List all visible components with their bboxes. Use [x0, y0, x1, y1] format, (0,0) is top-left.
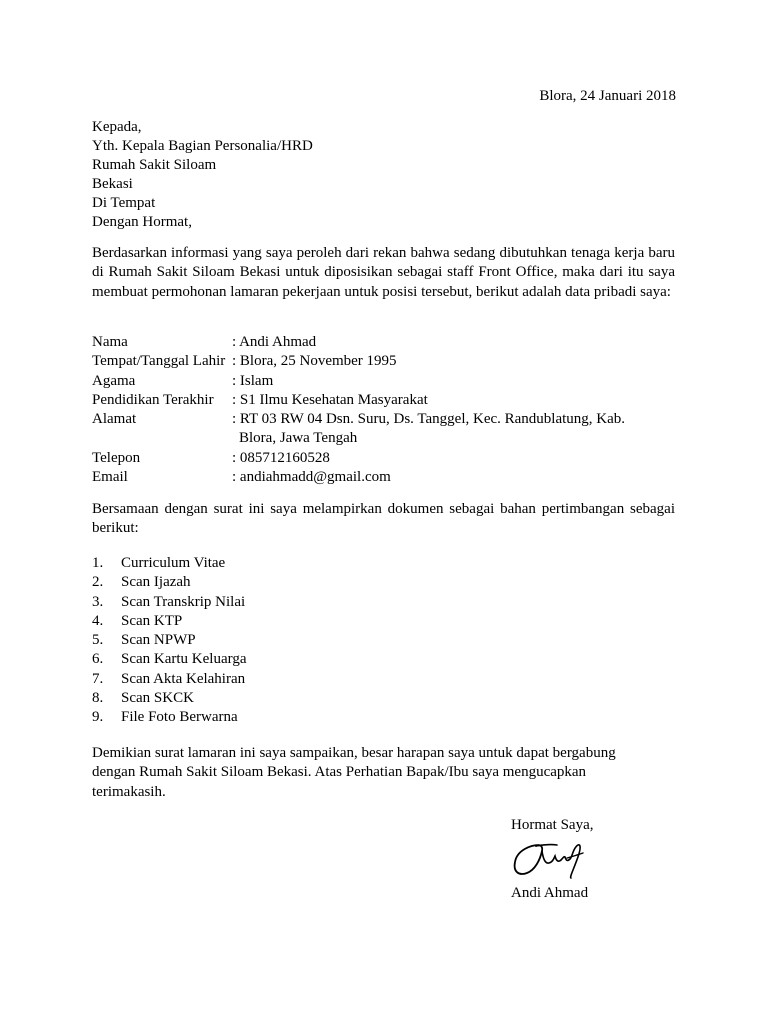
list-text: Scan SKCK [121, 690, 194, 707]
closing-paragraph [92, 744, 675, 802]
closing-line: terimakasih. [92, 783, 166, 800]
recipient-block [92, 118, 313, 213]
data-value-text: : Islam [232, 372, 274, 389]
list-item [92, 593, 247, 612]
data-value [232, 410, 652, 449]
signer-name: Andi Ahmad [511, 885, 589, 901]
data-value-text: : RT 03 RW 04 Dsn. Suru, Ds. Tanggel, Kec. Randublatung, Kab. [232, 411, 626, 428]
list-text: Scan NPWP [121, 632, 196, 649]
list-item [92, 650, 247, 669]
data-value [232, 333, 652, 352]
list-text: Scan Ijazah [121, 574, 191, 591]
list-item [92, 631, 247, 650]
data-label: Nama [92, 334, 128, 350]
list-item [92, 612, 247, 631]
list-number: 2. [92, 574, 104, 591]
recipient-line: Di Tempat [92, 195, 156, 211]
data-value [232, 391, 652, 410]
data-value [232, 468, 652, 487]
recipient-line: Bekasi [92, 176, 133, 192]
data-value-text: : Andi Ahmad [232, 334, 317, 350]
data-label: Alamat [92, 411, 137, 428]
closing-label: Hormat Saya, [511, 817, 594, 833]
list-text: Scan KTP [121, 612, 183, 629]
salutation: Dengan Hormat, [92, 214, 192, 230]
list-text: Curriculum Vitae [121, 555, 226, 571]
personal-data-row [92, 352, 652, 371]
list-item [92, 573, 247, 592]
recipient-line: Kepada, [92, 119, 142, 135]
personal-data-row [92, 333, 652, 352]
list-text: File Foto Berwarna [121, 709, 238, 726]
list-text: Scan Transkrip Nilai [121, 593, 246, 610]
data-label: Agama [92, 372, 136, 389]
list-item [92, 708, 247, 727]
closing-line: dengan Rumah Sakit Siloam Bekasi. Atas Perhatian Bapak/Ibu saya mengucapkan [92, 764, 587, 781]
data-value-text: : Blora, 25 November 1995 [232, 353, 397, 370]
list-item [92, 689, 247, 708]
list-item [92, 670, 247, 689]
data-value-text: : 085712160528 [232, 449, 330, 466]
personal-data-row [92, 410, 652, 449]
closing-line: Demikian surat lamaran ini saya sampaikan, besar harapan saya untuk dapat bergabung [92, 745, 616, 761]
data-value [232, 352, 652, 371]
list-text: Scan Kartu Keluarga [121, 651, 247, 668]
data-value [232, 449, 652, 468]
personal-data-table [92, 333, 652, 487]
data-value-text: : S1 Ilmu Kesehatan Masyarakat [232, 391, 428, 408]
list-item [92, 554, 247, 573]
attachment-list [92, 554, 247, 728]
personal-data-row [92, 372, 652, 391]
personal-data-row [92, 468, 652, 487]
list-number: 3. [92, 593, 104, 610]
data-value-continuation: Blora, Jawa Tengah [239, 430, 358, 447]
signature-image [509, 836, 593, 882]
list-number: 4. [92, 612, 104, 629]
data-label: Email [92, 469, 128, 486]
list-number: 9. [92, 709, 104, 726]
intro-paragraph: Berdasarkan informasi yang saya peroleh dari rekan bahwa sedang dibutuhkan tenaga kerja baru di Rumah Sakit Siloam Bekasi untuk diposisikan sebagai staff Front Office, maka dari itu saya membuat permohonan lamaran pekerjaan untuk posisi tersebut, berikut adalah data pribadi saya: [92, 245, 675, 300]
recipient-line: Yth. Kepala Bagian Personalia/HRD [92, 138, 313, 154]
personal-data-row [92, 391, 652, 410]
data-label: Tempat/Tanggal Lahir [92, 353, 226, 370]
list-text: Scan Akta Kelahiran [121, 670, 246, 687]
list-number: 8. [92, 690, 104, 707]
data-value [232, 372, 652, 391]
list-number: 6. [92, 651, 104, 668]
data-label: Telepon [92, 449, 141, 466]
recipient-line: Rumah Sakit Siloam [92, 157, 217, 173]
data-value-text: : andiahmadd@gmail.com [232, 469, 391, 486]
list-number: 5. [92, 632, 104, 649]
list-number: 7. [92, 670, 104, 687]
data-label: Pendidikan Terakhir [92, 391, 214, 408]
date-line: Blora, 24 Januari 2018 [539, 88, 676, 104]
personal-data-row [92, 449, 652, 468]
attachment-paragraph: Bersamaan dengan surat ini saya melampirkan dokumen sebagai bahan pertimbangan sebagai berikut: [92, 501, 675, 537]
list-number: 1. [92, 555, 104, 571]
